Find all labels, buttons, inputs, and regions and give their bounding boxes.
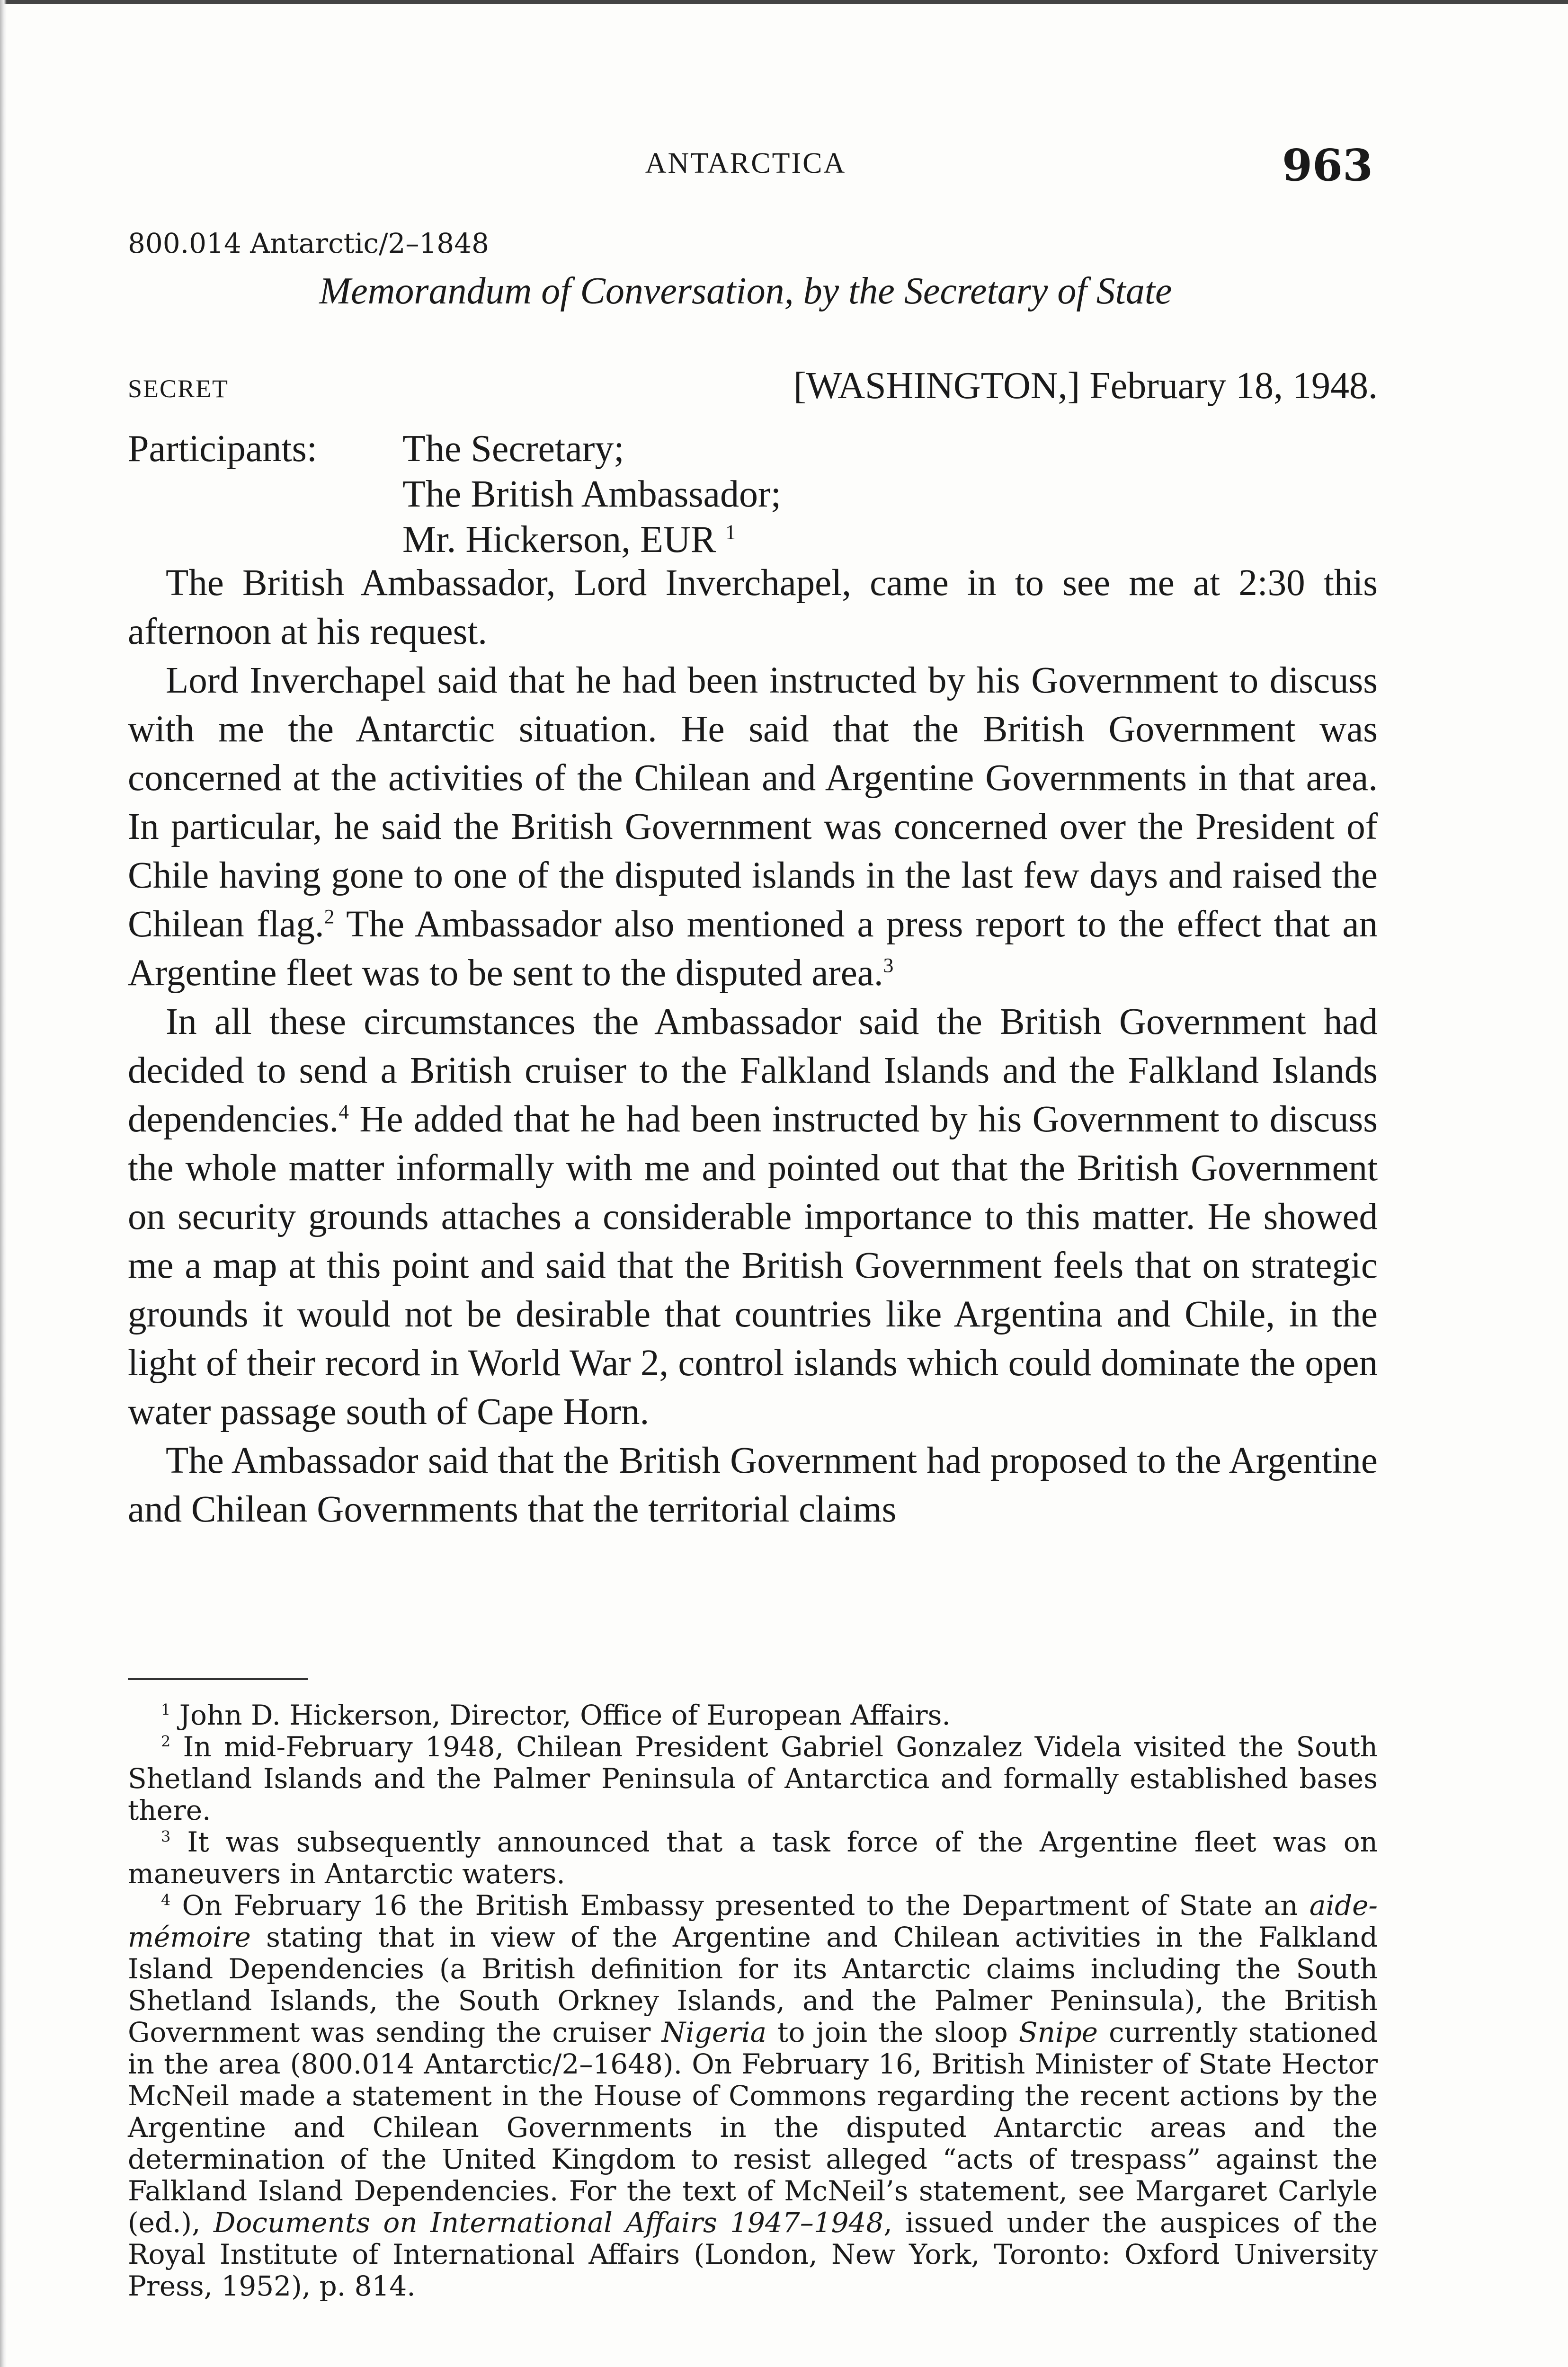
footnote-ref: 2 bbox=[324, 905, 335, 928]
paragraph: The Ambassador said that the British Government had proposed to the Argentine and Chilean Governments that the territorial claims bbox=[128, 1440, 1378, 1530]
footnote-text: , issued under the auspices of the Royal Institute of International Affairs (London, New York, Toronto: Oxford University Press, 1952), p. 814. bbox=[128, 2207, 1378, 2302]
participants-label: Participants: bbox=[128, 428, 317, 470]
document-title: Memorandum of Conversation, by the Secretary of State bbox=[319, 270, 1172, 312]
paragraph-text: He added that he had been instructed by his Government to discuss the whole matter informally with me and pointed out that the British Government on security grounds attaches a considerable importance to this matter. He showed me a map at this point and said that the British Government feels that on strategic grounds it would not be desirable that countries like Argentina and Chile, in the light of their record in World War 2, control islands which could dominate the open water passage south of Cape Horn. bbox=[128, 1099, 1378, 1433]
paragraph bbox=[128, 656, 1378, 997]
footnote-italic: Nigeria bbox=[661, 2016, 767, 2048]
participants-list bbox=[402, 426, 781, 562]
footnote-ref: 4 bbox=[339, 1100, 349, 1123]
footnote-number: 2 bbox=[161, 1732, 171, 1751]
footnote-text: John D. Hickerson, Director, Office of European Affairs. bbox=[179, 1699, 951, 1731]
footnote-number: 4 bbox=[161, 1891, 171, 1909]
footnote bbox=[128, 1731, 1378, 1826]
paragraph bbox=[128, 997, 1378, 1436]
footnote-number: 3 bbox=[161, 1827, 171, 1846]
footnote-text: In mid-February 1948, Chilean President Gabriel Gonzalez Videla visited the South Shetland Islands and the Palmer Peninsula of Antarctica and formally established bases there. bbox=[128, 1731, 1378, 1826]
footnote-ref: 1 bbox=[725, 520, 736, 544]
paragraph: The British Ambassador, Lord Inverchapel, came in to see me at 2:30 this afternoon at his request. bbox=[128, 562, 1378, 652]
classification-label: SECRET bbox=[128, 374, 229, 403]
page-number: 963 bbox=[1282, 140, 1373, 191]
participant-name: Mr. Hickerson, EUR bbox=[402, 519, 716, 561]
file-number: 800.014 Antarctic/2–1848 bbox=[128, 227, 490, 259]
footnote-text: to join the sloop bbox=[766, 2016, 1019, 2048]
footnote-number: 1 bbox=[161, 1700, 171, 1719]
footnote bbox=[128, 1826, 1378, 1890]
footnote-text: currently stationed in the area (800.014 Antarctic/2–1648). On February 16, British Minister of State Hector McNeil made a statement in the House of Commons regarding the recent actions by the Argentine and Chilean Governments in the disputed Antarctic areas and the determination of the United Kingdom to resist alleged “acts of trespass” against the Falkland Island Dependencies. For the text of McNeil’s statement, see Margaret Carlyle (ed.), bbox=[128, 2016, 1378, 2239]
footnote bbox=[128, 1700, 1378, 1731]
classification-line bbox=[128, 365, 1378, 412]
footnote-rule bbox=[128, 1678, 308, 1680]
footnote-text: On February 16 the British Embassy presented to the Department of State an bbox=[182, 1889, 1310, 1922]
left-page-edge bbox=[0, 0, 7, 2367]
dateline: [WASHINGTON,] February 18, 1948. bbox=[793, 365, 1378, 407]
running-head: ANTARCTICA bbox=[645, 147, 846, 179]
footnote-italic: aide-mémoire bbox=[128, 1889, 1378, 1953]
participant: The Secretary; bbox=[402, 428, 624, 470]
memo-body bbox=[128, 559, 1378, 1534]
footnote-italic: Documents on International Affairs 1947–1948 bbox=[213, 2207, 884, 2239]
footnote-italic: Snipe bbox=[1018, 2016, 1098, 2048]
footnotes bbox=[128, 1700, 1378, 2302]
footnote-text: stating that in view of the Argentine and Chilean activities in the Falkland Island Dependencies (a British definition for its Antarctic claims including the South Shetland Islands, the South Orkney Islands, and the Palmer Peninsula), the British Government was sending the cruiser bbox=[128, 1921, 1378, 2048]
paragraph-text: Lord Inverchapel said that he had been instructed by his Government to discuss with me the Antarctic situation. He said that the British Government was concerned at the activities of the Chilean and Argentine Governments in that area. In particular, he said the British Government was concerned over the President of Chile having gone to one of the disputed islands in the last few days and raised the Chilean flag. bbox=[128, 660, 1378, 945]
footnote-ref: 3 bbox=[883, 954, 894, 977]
participant bbox=[402, 517, 781, 562]
paragraph-text: The Ambassador also mentioned a press report to the effect that an Argentine fleet was to be sent to the disputed area. bbox=[128, 904, 1378, 994]
page-header bbox=[118, 142, 1373, 194]
top-edge-line bbox=[0, 0, 1568, 4]
footnote bbox=[128, 1890, 1378, 2302]
participant: The British Ambassador; bbox=[402, 473, 781, 515]
footnote-text: It was subsequently announced that a task force of the Argentine fleet was on maneuvers in Antarctic waters. bbox=[128, 1826, 1378, 1890]
paragraph-text: In all these circumstances the Ambassador said the British Government had decided to send a British cruiser to the Falkland Islands and the Falkland Islands dependencies. bbox=[128, 1001, 1378, 1140]
